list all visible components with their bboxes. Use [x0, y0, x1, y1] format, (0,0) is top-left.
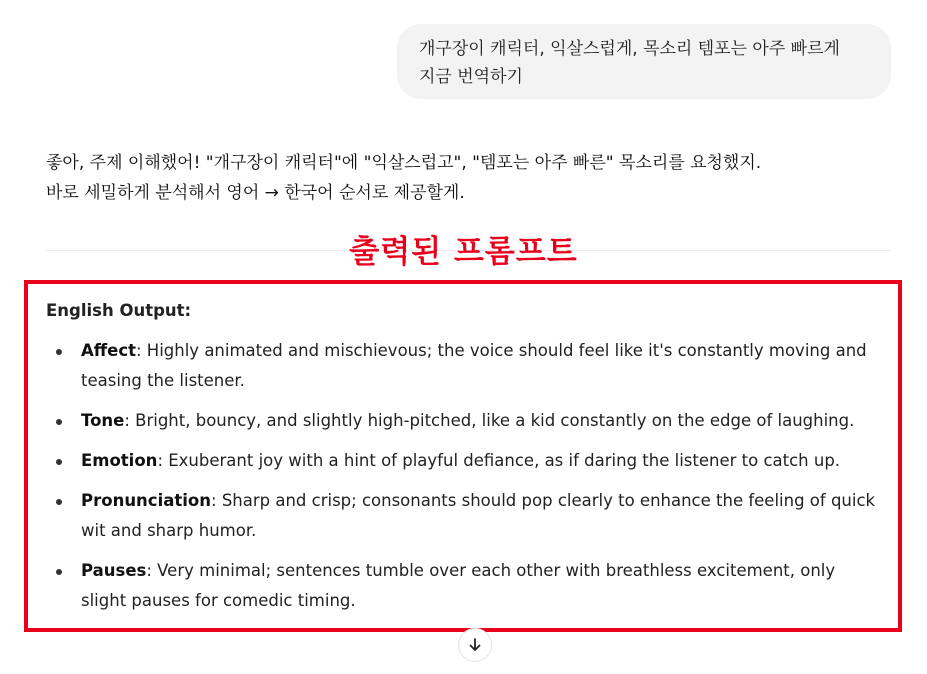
list-item-term: Pauses	[81, 561, 147, 580]
user-message-bubble	[397, 24, 891, 99]
assistant-intro	[46, 148, 886, 208]
english-output-section	[46, 296, 881, 626]
assistant-intro-line-2: 바로 세밀하게 분석해서 영어 → 한국어 순서로 제공할게.	[46, 183, 465, 203]
scroll-to-bottom-button[interactable]	[458, 628, 492, 662]
list-item-term: Affect	[81, 341, 136, 360]
list-item	[46, 336, 881, 396]
list-item	[46, 556, 881, 616]
annotation-title: 출력된 프롬프트	[349, 234, 578, 270]
list-item-text: : Highly animated and mischievous; the voice should feel like it's constantly moving and teasing the listener.	[81, 341, 867, 390]
list-item-term: Tone	[81, 411, 125, 430]
list-item-text: : Bright, bouncy, and slightly high-pitched, like a kid constantly on the edge of laughing.	[124, 411, 855, 430]
bullet-icon	[56, 349, 62, 355]
english-output-heading: English Output:	[46, 301, 192, 320]
list-item	[46, 406, 881, 436]
list-item	[46, 486, 881, 546]
list-item	[46, 446, 881, 476]
bullet-icon	[56, 569, 62, 575]
user-message-line-1: 개구장이 캐릭터, 익살스럽게, 목소리 템포는 아주 빠르게	[419, 39, 840, 59]
bullet-icon	[56, 459, 62, 465]
list-item-text: : Exuberant joy with a hint of playful defiance, as if daring the listener to catch up.	[157, 451, 841, 470]
bullet-icon	[56, 419, 62, 425]
list-item-text: : Sharp and crisp; consonants should pop clearly to enhance the feeling of quick wit and sharp humor.	[81, 491, 876, 540]
list-item-text: : Very minimal; sentences tumble over each other with breathless excitement, only slight pauses for comedic timing.	[81, 561, 836, 610]
list-item-term: Emotion	[81, 451, 158, 470]
user-message-line-2: 지금 번역하기	[419, 67, 523, 87]
list-item-term: Pronunciation	[81, 491, 212, 510]
bullet-icon	[56, 499, 62, 505]
arrow-down-icon	[467, 637, 483, 653]
assistant-intro-line-1: 좋아, 주제 이해했어! "개구장이 캐릭터"에 "익살스럽고", "템포는 아주 빠른" 목소리를 요청했지.	[46, 153, 762, 173]
output-list	[46, 336, 881, 616]
